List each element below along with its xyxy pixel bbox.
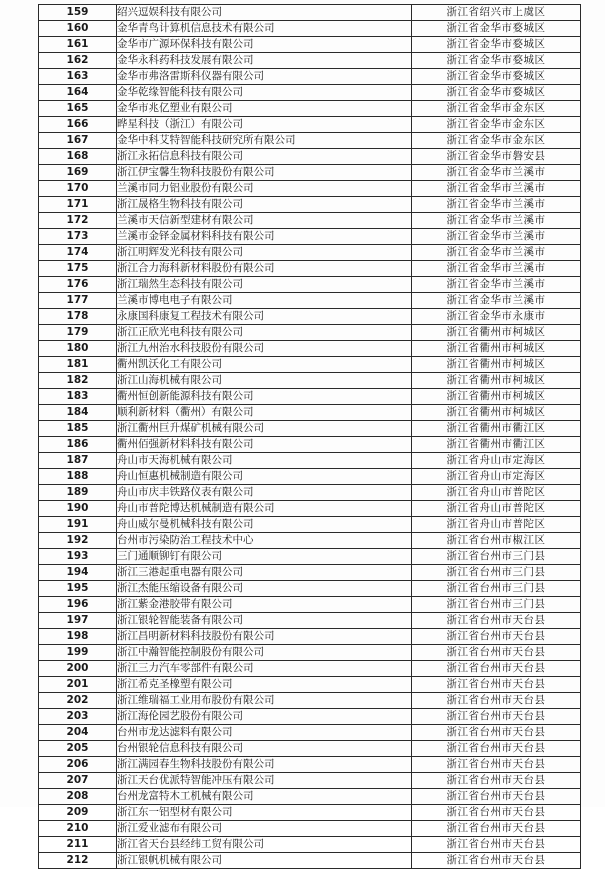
company-name: 顺利新材料（衢州）有限公司 bbox=[117, 405, 412, 421]
table-row bbox=[39, 229, 581, 245]
region-name: 浙江省衢州市柯城区 bbox=[412, 325, 581, 341]
company-name: 浙江中瀚智能控制股份有限公司 bbox=[117, 645, 412, 661]
company-name: 台州市龙达滤料有限公司 bbox=[117, 725, 412, 741]
table-row bbox=[39, 181, 581, 197]
row-number: 172 bbox=[39, 213, 117, 229]
row-number: 166 bbox=[39, 117, 117, 133]
table-row bbox=[39, 533, 581, 549]
region-name: 浙江省台州市天台县 bbox=[412, 853, 581, 869]
region-name: 浙江省台州市天台县 bbox=[412, 677, 581, 693]
region-name: 浙江省舟山市普陀区 bbox=[412, 517, 581, 533]
company-name: 浙江晟格生物科技有限公司 bbox=[117, 197, 412, 213]
region-name: 浙江省台州市天台县 bbox=[412, 837, 581, 853]
region-name: 浙江省台州市椒江区 bbox=[412, 533, 581, 549]
company-name: 浙江紫金港胶带有限公司 bbox=[117, 597, 412, 613]
company-name: 兰溪市天信新型建材有限公司 bbox=[117, 213, 412, 229]
region-name: 浙江省舟山市定海区 bbox=[412, 453, 581, 469]
company-name: 衢州佰强新材料科技有限公司 bbox=[117, 437, 412, 453]
row-number: 196 bbox=[39, 597, 117, 613]
company-name: 舟山市庆丰铁路仪表有限公司 bbox=[117, 485, 412, 501]
row-number: 171 bbox=[39, 197, 117, 213]
row-number: 179 bbox=[39, 325, 117, 341]
region-name: 浙江省台州市天台县 bbox=[412, 773, 581, 789]
row-number: 183 bbox=[39, 389, 117, 405]
table-body bbox=[39, 5, 581, 869]
company-name: 浙江满园春生物科技股份有限公司 bbox=[117, 757, 412, 773]
company-name: 永康国科康复工程技术有限公司 bbox=[117, 309, 412, 325]
table-row bbox=[39, 85, 581, 101]
company-name: 浙江爱业滤布有限公司 bbox=[117, 821, 412, 837]
region-name: 浙江省金华市磐安县 bbox=[412, 149, 581, 165]
region-name: 浙江省台州市天台县 bbox=[412, 693, 581, 709]
table-row bbox=[39, 645, 581, 661]
region-name: 浙江省台州市天台县 bbox=[412, 645, 581, 661]
company-name: 金华乾缘智能科技有限公司 bbox=[117, 85, 412, 101]
company-name: 浙江昌明新材料科技股份有限公司 bbox=[117, 629, 412, 645]
company-name: 浙江天台优派特智能冲压有限公司 bbox=[117, 773, 412, 789]
table-row bbox=[39, 661, 581, 677]
row-number: 211 bbox=[39, 837, 117, 853]
table-row bbox=[39, 757, 581, 773]
company-name: 浙江三港起重电器有限公司 bbox=[117, 565, 412, 581]
table-row bbox=[39, 437, 581, 453]
row-number: 194 bbox=[39, 565, 117, 581]
region-name: 浙江省金华市兰溪市 bbox=[412, 261, 581, 277]
row-number: 193 bbox=[39, 549, 117, 565]
table-row bbox=[39, 725, 581, 741]
row-number: 197 bbox=[39, 613, 117, 629]
row-number: 207 bbox=[39, 773, 117, 789]
table-row bbox=[39, 325, 581, 341]
region-name: 浙江省金华市金东区 bbox=[412, 133, 581, 149]
row-number: 205 bbox=[39, 741, 117, 757]
table-row bbox=[39, 277, 581, 293]
row-number: 189 bbox=[39, 485, 117, 501]
region-name: 浙江省台州市三门县 bbox=[412, 581, 581, 597]
region-name: 浙江省舟山市普陀区 bbox=[412, 501, 581, 517]
row-number: 184 bbox=[39, 405, 117, 421]
region-name: 浙江省金华市婺城区 bbox=[412, 37, 581, 53]
region-name: 浙江省台州市天台县 bbox=[412, 661, 581, 677]
company-name: 浙江衢州巨升煤矿机械有限公司 bbox=[117, 421, 412, 437]
table-row bbox=[39, 469, 581, 485]
row-number: 181 bbox=[39, 357, 117, 373]
company-name: 三门通顺铆钉有限公司 bbox=[117, 549, 412, 565]
table-row bbox=[39, 405, 581, 421]
table-row bbox=[39, 149, 581, 165]
region-name: 浙江省衢州市衢江区 bbox=[412, 437, 581, 453]
table-row bbox=[39, 117, 581, 133]
company-name: 台州银轮信息科技有限公司 bbox=[117, 741, 412, 757]
table-row bbox=[39, 597, 581, 613]
company-name: 浙江省天台县经纬工贸有限公司 bbox=[117, 837, 412, 853]
region-name: 浙江省台州市天台县 bbox=[412, 725, 581, 741]
region-name: 浙江省金华市兰溪市 bbox=[412, 197, 581, 213]
table-row bbox=[39, 837, 581, 853]
company-name: 浙江永拓信息科技有限公司 bbox=[117, 149, 412, 165]
row-number: 206 bbox=[39, 757, 117, 773]
region-name: 浙江省舟山市定海区 bbox=[412, 469, 581, 485]
table-row bbox=[39, 373, 581, 389]
row-number: 185 bbox=[39, 421, 117, 437]
table-row bbox=[39, 677, 581, 693]
region-name: 浙江省金华市婺城区 bbox=[412, 85, 581, 101]
company-name: 浙江合力海科新材料股份有限公司 bbox=[117, 261, 412, 277]
region-name: 浙江省金华市兰溪市 bbox=[412, 277, 581, 293]
company-name: 兰溪市金铎金属材料科技有限公司 bbox=[117, 229, 412, 245]
row-number: 195 bbox=[39, 581, 117, 597]
company-name: 金华永科药科技发展有限公司 bbox=[117, 53, 412, 69]
row-number: 209 bbox=[39, 805, 117, 821]
region-name: 浙江省台州市天台县 bbox=[412, 821, 581, 837]
region-name: 浙江省台州市天台县 bbox=[412, 629, 581, 645]
company-name: 衢州恒创新能源科技有限公司 bbox=[117, 389, 412, 405]
company-name: 浙江山海机械有限公司 bbox=[117, 373, 412, 389]
row-number: 202 bbox=[39, 693, 117, 709]
row-number: 186 bbox=[39, 437, 117, 453]
table-row bbox=[39, 341, 581, 357]
table-row bbox=[39, 709, 581, 725]
table-row bbox=[39, 693, 581, 709]
table-row bbox=[39, 37, 581, 53]
company-name: 浙江银帆机械有限公司 bbox=[117, 853, 412, 869]
region-name: 浙江省金华市永康市 bbox=[412, 309, 581, 325]
company-name: 衢州凯沃化工有限公司 bbox=[117, 357, 412, 373]
region-name: 浙江省金华市兰溪市 bbox=[412, 181, 581, 197]
table-row bbox=[39, 421, 581, 437]
region-name: 浙江省衢州市柯城区 bbox=[412, 357, 581, 373]
company-name: 浙江维瑞福工业用布股份有限公司 bbox=[117, 693, 412, 709]
company-name: 浙江海伦园艺股份有限公司 bbox=[117, 709, 412, 725]
region-name: 浙江省绍兴市上虞区 bbox=[412, 5, 581, 21]
region-name: 浙江省金华市兰溪市 bbox=[412, 213, 581, 229]
table-row bbox=[39, 789, 581, 805]
table-row bbox=[39, 21, 581, 37]
table-row bbox=[39, 53, 581, 69]
row-number: 176 bbox=[39, 277, 117, 293]
row-number: 187 bbox=[39, 453, 117, 469]
table-row bbox=[39, 5, 581, 21]
region-name: 浙江省台州市三门县 bbox=[412, 549, 581, 565]
table-row bbox=[39, 165, 581, 181]
company-name: 浙江东一铝型材有限公司 bbox=[117, 805, 412, 821]
region-name: 浙江省台州市三门县 bbox=[412, 565, 581, 581]
region-name: 浙江省台州市天台县 bbox=[412, 613, 581, 629]
table-row bbox=[39, 517, 581, 533]
table-row bbox=[39, 309, 581, 325]
region-name: 浙江省金华市金东区 bbox=[412, 117, 581, 133]
company-name: 金华青鸟计算机信息技术有限公司 bbox=[117, 21, 412, 37]
region-name: 浙江省台州市天台县 bbox=[412, 757, 581, 773]
region-name: 浙江省衢州市衢江区 bbox=[412, 421, 581, 437]
company-name: 浙江希克圣橡塑有限公司 bbox=[117, 677, 412, 693]
row-number: 210 bbox=[39, 821, 117, 837]
company-name: 舟山恒惠机械制造有限公司 bbox=[117, 469, 412, 485]
row-number: 204 bbox=[39, 725, 117, 741]
row-number: 203 bbox=[39, 709, 117, 725]
table-row bbox=[39, 853, 581, 869]
row-number: 198 bbox=[39, 629, 117, 645]
company-name: 浙江瑞然生态科技有限公司 bbox=[117, 277, 412, 293]
row-number: 175 bbox=[39, 261, 117, 277]
row-number: 168 bbox=[39, 149, 117, 165]
company-name: 舟山威尔曼机械科技有限公司 bbox=[117, 517, 412, 533]
company-name: 绍兴逗娱科技有限公司 bbox=[117, 5, 412, 21]
region-name: 浙江省衢州市柯城区 bbox=[412, 373, 581, 389]
row-number: 182 bbox=[39, 373, 117, 389]
row-number: 180 bbox=[39, 341, 117, 357]
table-row bbox=[39, 245, 581, 261]
region-name: 浙江省金华市兰溪市 bbox=[412, 165, 581, 181]
region-name: 浙江省金华市婺城区 bbox=[412, 21, 581, 37]
region-name: 浙江省衢州市柯城区 bbox=[412, 341, 581, 357]
company-name: 台州龙富特木工机械有限公司 bbox=[117, 789, 412, 805]
region-name: 浙江省台州市天台县 bbox=[412, 805, 581, 821]
row-number: 173 bbox=[39, 229, 117, 245]
table-row bbox=[39, 741, 581, 757]
row-number: 164 bbox=[39, 85, 117, 101]
region-name: 浙江省金华市兰溪市 bbox=[412, 245, 581, 261]
row-number: 159 bbox=[39, 5, 117, 21]
table-row bbox=[39, 293, 581, 309]
region-name: 浙江省金华市婺城区 bbox=[412, 53, 581, 69]
company-name: 舟山市普陀博达机械制造有限公司 bbox=[117, 501, 412, 517]
table-row bbox=[39, 501, 581, 517]
company-name: 金华市弗洛雷斯科仪器有限公司 bbox=[117, 69, 412, 85]
table-row bbox=[39, 821, 581, 837]
row-number: 165 bbox=[39, 101, 117, 117]
row-number: 174 bbox=[39, 245, 117, 261]
table-row bbox=[39, 629, 581, 645]
table-row bbox=[39, 197, 581, 213]
company-list-table bbox=[38, 4, 581, 869]
table-row bbox=[39, 101, 581, 117]
region-name: 浙江省衢州市柯城区 bbox=[412, 405, 581, 421]
row-number: 169 bbox=[39, 165, 117, 181]
company-name: 浙江银轮智能装备有限公司 bbox=[117, 613, 412, 629]
table-row bbox=[39, 133, 581, 149]
region-name: 浙江省台州市天台县 bbox=[412, 789, 581, 805]
company-name: 晔星科技（浙江）有限公司 bbox=[117, 117, 412, 133]
table-row bbox=[39, 485, 581, 501]
region-name: 浙江省金华市兰溪市 bbox=[412, 293, 581, 309]
row-number: 161 bbox=[39, 37, 117, 53]
row-number: 170 bbox=[39, 181, 117, 197]
company-name: 台州市污染防治工程技术中心 bbox=[117, 533, 412, 549]
table-row bbox=[39, 453, 581, 469]
row-number: 208 bbox=[39, 789, 117, 805]
company-name: 舟山市天海机械有限公司 bbox=[117, 453, 412, 469]
row-number: 192 bbox=[39, 533, 117, 549]
row-number: 212 bbox=[39, 853, 117, 869]
row-number: 188 bbox=[39, 469, 117, 485]
table-row bbox=[39, 389, 581, 405]
company-name: 金华市广源环保科技有限公司 bbox=[117, 37, 412, 53]
row-number: 190 bbox=[39, 501, 117, 517]
row-number: 177 bbox=[39, 293, 117, 309]
row-number: 163 bbox=[39, 69, 117, 85]
table-row bbox=[39, 357, 581, 373]
row-number: 160 bbox=[39, 21, 117, 37]
table-row bbox=[39, 581, 581, 597]
row-number: 199 bbox=[39, 645, 117, 661]
region-name: 浙江省舟山市普陀区 bbox=[412, 485, 581, 501]
table-row bbox=[39, 773, 581, 789]
table-row bbox=[39, 549, 581, 565]
company-name: 浙江明辉发光科技有限公司 bbox=[117, 245, 412, 261]
table-row bbox=[39, 213, 581, 229]
row-number: 201 bbox=[39, 677, 117, 693]
table-row bbox=[39, 69, 581, 85]
company-name: 浙江正欣光电科技有限公司 bbox=[117, 325, 412, 341]
region-name: 浙江省衢州市柯城区 bbox=[412, 389, 581, 405]
company-name: 兰溪市同力铝业股份有限公司 bbox=[117, 181, 412, 197]
region-name: 浙江省金华市金东区 bbox=[412, 101, 581, 117]
region-name: 浙江省台州市天台县 bbox=[412, 709, 581, 725]
row-number: 162 bbox=[39, 53, 117, 69]
company-name: 兰溪市博电电子有限公司 bbox=[117, 293, 412, 309]
company-name: 金华市兆亿塑业有限公司 bbox=[117, 101, 412, 117]
company-name: 浙江九州治水科技股份有限公司 bbox=[117, 341, 412, 357]
company-name: 浙江伊宝馨生物科技股份有限公司 bbox=[117, 165, 412, 181]
region-name: 浙江省金华市婺城区 bbox=[412, 69, 581, 85]
row-number: 200 bbox=[39, 661, 117, 677]
row-number: 178 bbox=[39, 309, 117, 325]
row-number: 167 bbox=[39, 133, 117, 149]
row-number: 191 bbox=[39, 517, 117, 533]
company-name: 金华中科艾特智能科技研究所有限公司 bbox=[117, 133, 412, 149]
region-name: 浙江省台州市三门县 bbox=[412, 597, 581, 613]
company-name: 浙江杰能压缩设备有限公司 bbox=[117, 581, 412, 597]
region-name: 浙江省金华市兰溪市 bbox=[412, 229, 581, 245]
table-row bbox=[39, 565, 581, 581]
company-name: 浙江三力汽车零部件有限公司 bbox=[117, 661, 412, 677]
region-name: 浙江省台州市天台县 bbox=[412, 741, 581, 757]
table-row bbox=[39, 613, 581, 629]
table-row bbox=[39, 261, 581, 277]
